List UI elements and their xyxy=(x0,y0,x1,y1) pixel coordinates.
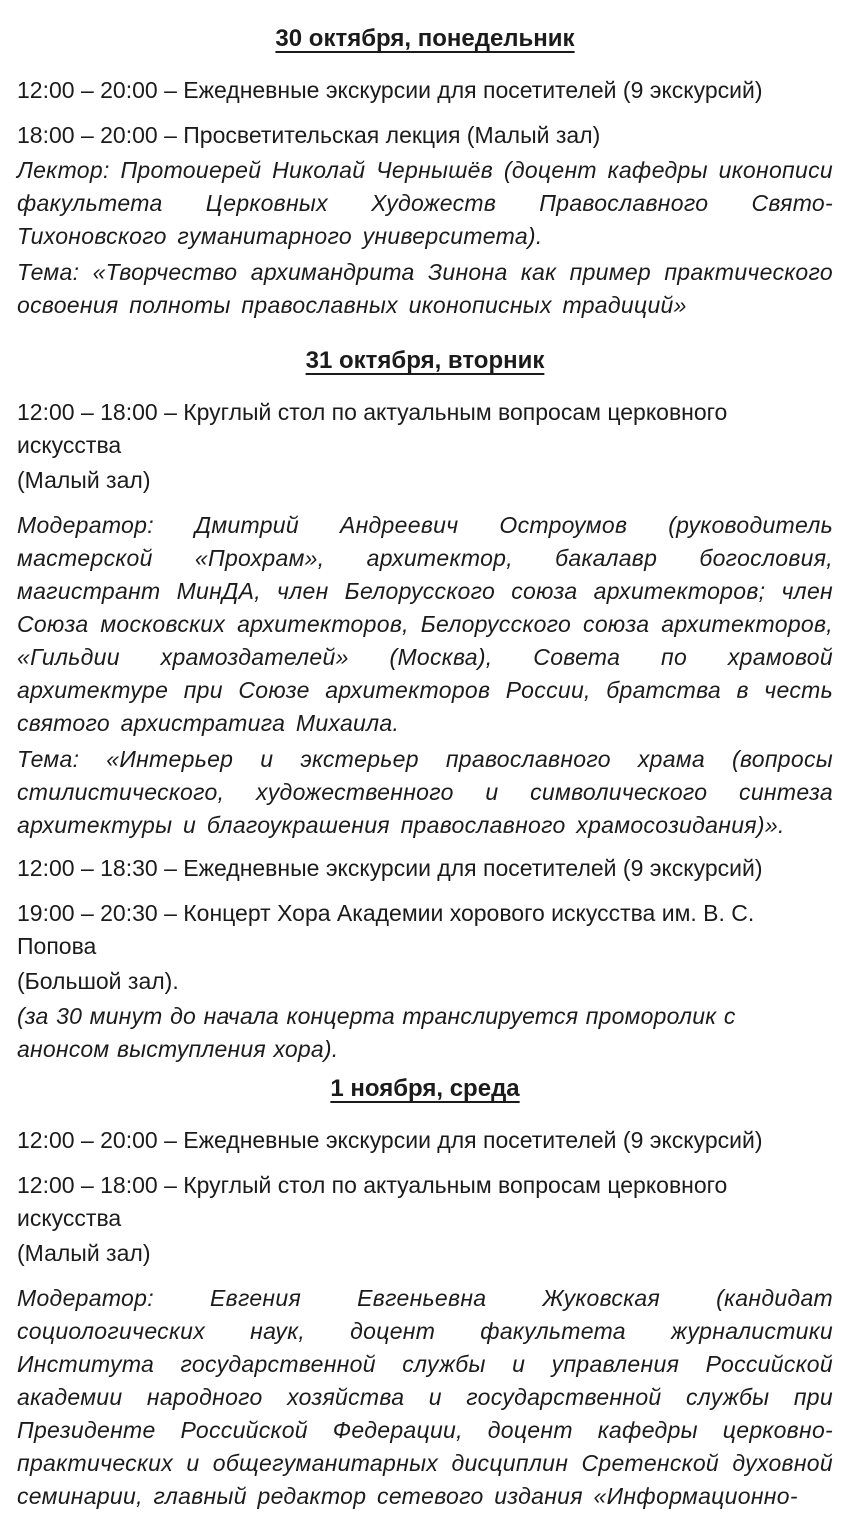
moderator-paragraph-nov1: Модератор: Евгения Евгеньевна Жуковская (кандидат социологических наук, доцент факультета журналистики Института государственной службы и управления Российской академии народного хозяйства и государственной службы при Президенте Российской Федерации, доцент кафедры церковно-практических и общегуманитарных дисциплин Сретенской духовной семинарии, главный редактор сетевого издания «Информационно- xyxy=(17,1285,833,1509)
excursions-line-nov1: 12:00 – 20:00 – Ежедневные экскурсии для посетителей (9 экскурсий) xyxy=(17,1127,763,1153)
roundtable-topic-paragraph-oct31: Тема: «Интерьер и экстерьер православного храма (вопросы стилистического, художественного и символического синтеза архитектуры и благоукрашения православного храмосозидания)». xyxy=(17,746,833,838)
day-heading-31-october: 31 октября, вторник xyxy=(305,347,545,374)
day-heading-30-october: 30 октября, понедельник xyxy=(275,25,575,52)
roundtable-hall-line-nov1: (Малый зал) xyxy=(17,1240,151,1266)
concert-promo-note-oct31: (за 30 минут до начала концерта транслируется проморолик с анонсом выступления хора). xyxy=(17,1003,736,1062)
moderator-paragraph-oct31: Модератор: Дмитрий Андреевич Остроумов (руководитель мастерской «Прохрам», архитектор, бакалавр богословия, магистрант МинДА, член Белорусского союза архитекторов; член Союза московских архитекторов, Белорусского союза архитекторов, «Гильдии храмоздателей» (Москва), Совета по храмовой архитектуре при Союзе архитекторов России, братства в честь святого архистратига Михаила. xyxy=(17,512,833,736)
roundtable-line-nov1: 12:00 – 18:00 – Круглый стол по актуальным вопросам церковного искусства xyxy=(17,1172,728,1231)
day-heading-1-november: 1 ноября, среда xyxy=(330,1075,520,1102)
concert-line-oct31: 19:00 – 20:30 – Концерт Хора Академии хорового искусства им. В. С. Попова xyxy=(17,900,755,959)
lecturer-paragraph-oct30: Лектор: Протоиерей Николай Чернышёв (доцент кафедры иконописи факультета Церковных Художеств Православного Свято-Тихоновского гуманитарного университета). xyxy=(17,157,833,249)
roundtable-hall-line-oct31: (Малый зал) xyxy=(17,467,151,493)
lecture-line-oct30: 18:00 – 20:00 – Просветительская лекция (Малый зал) xyxy=(17,122,601,148)
concert-hall-line-oct31: (Большой зал). xyxy=(17,968,179,994)
excursions-line-oct31: 12:00 – 18:30 – Ежедневные экскурсии для посетителей (9 экскурсий) xyxy=(17,855,763,881)
roundtable-line-oct31: 12:00 – 18:00 – Круглый стол по актуальным вопросам церковного искусства xyxy=(17,399,728,458)
lecture-topic-paragraph-oct30: Тема: «Творчество архимандрита Зинона как пример практического освоения полноты православных иконописных традиций» xyxy=(17,259,833,318)
excursions-line-oct30: 12:00 – 20:00 – Ежедневные экскурсии для посетителей (9 экскурсий) xyxy=(17,77,763,103)
